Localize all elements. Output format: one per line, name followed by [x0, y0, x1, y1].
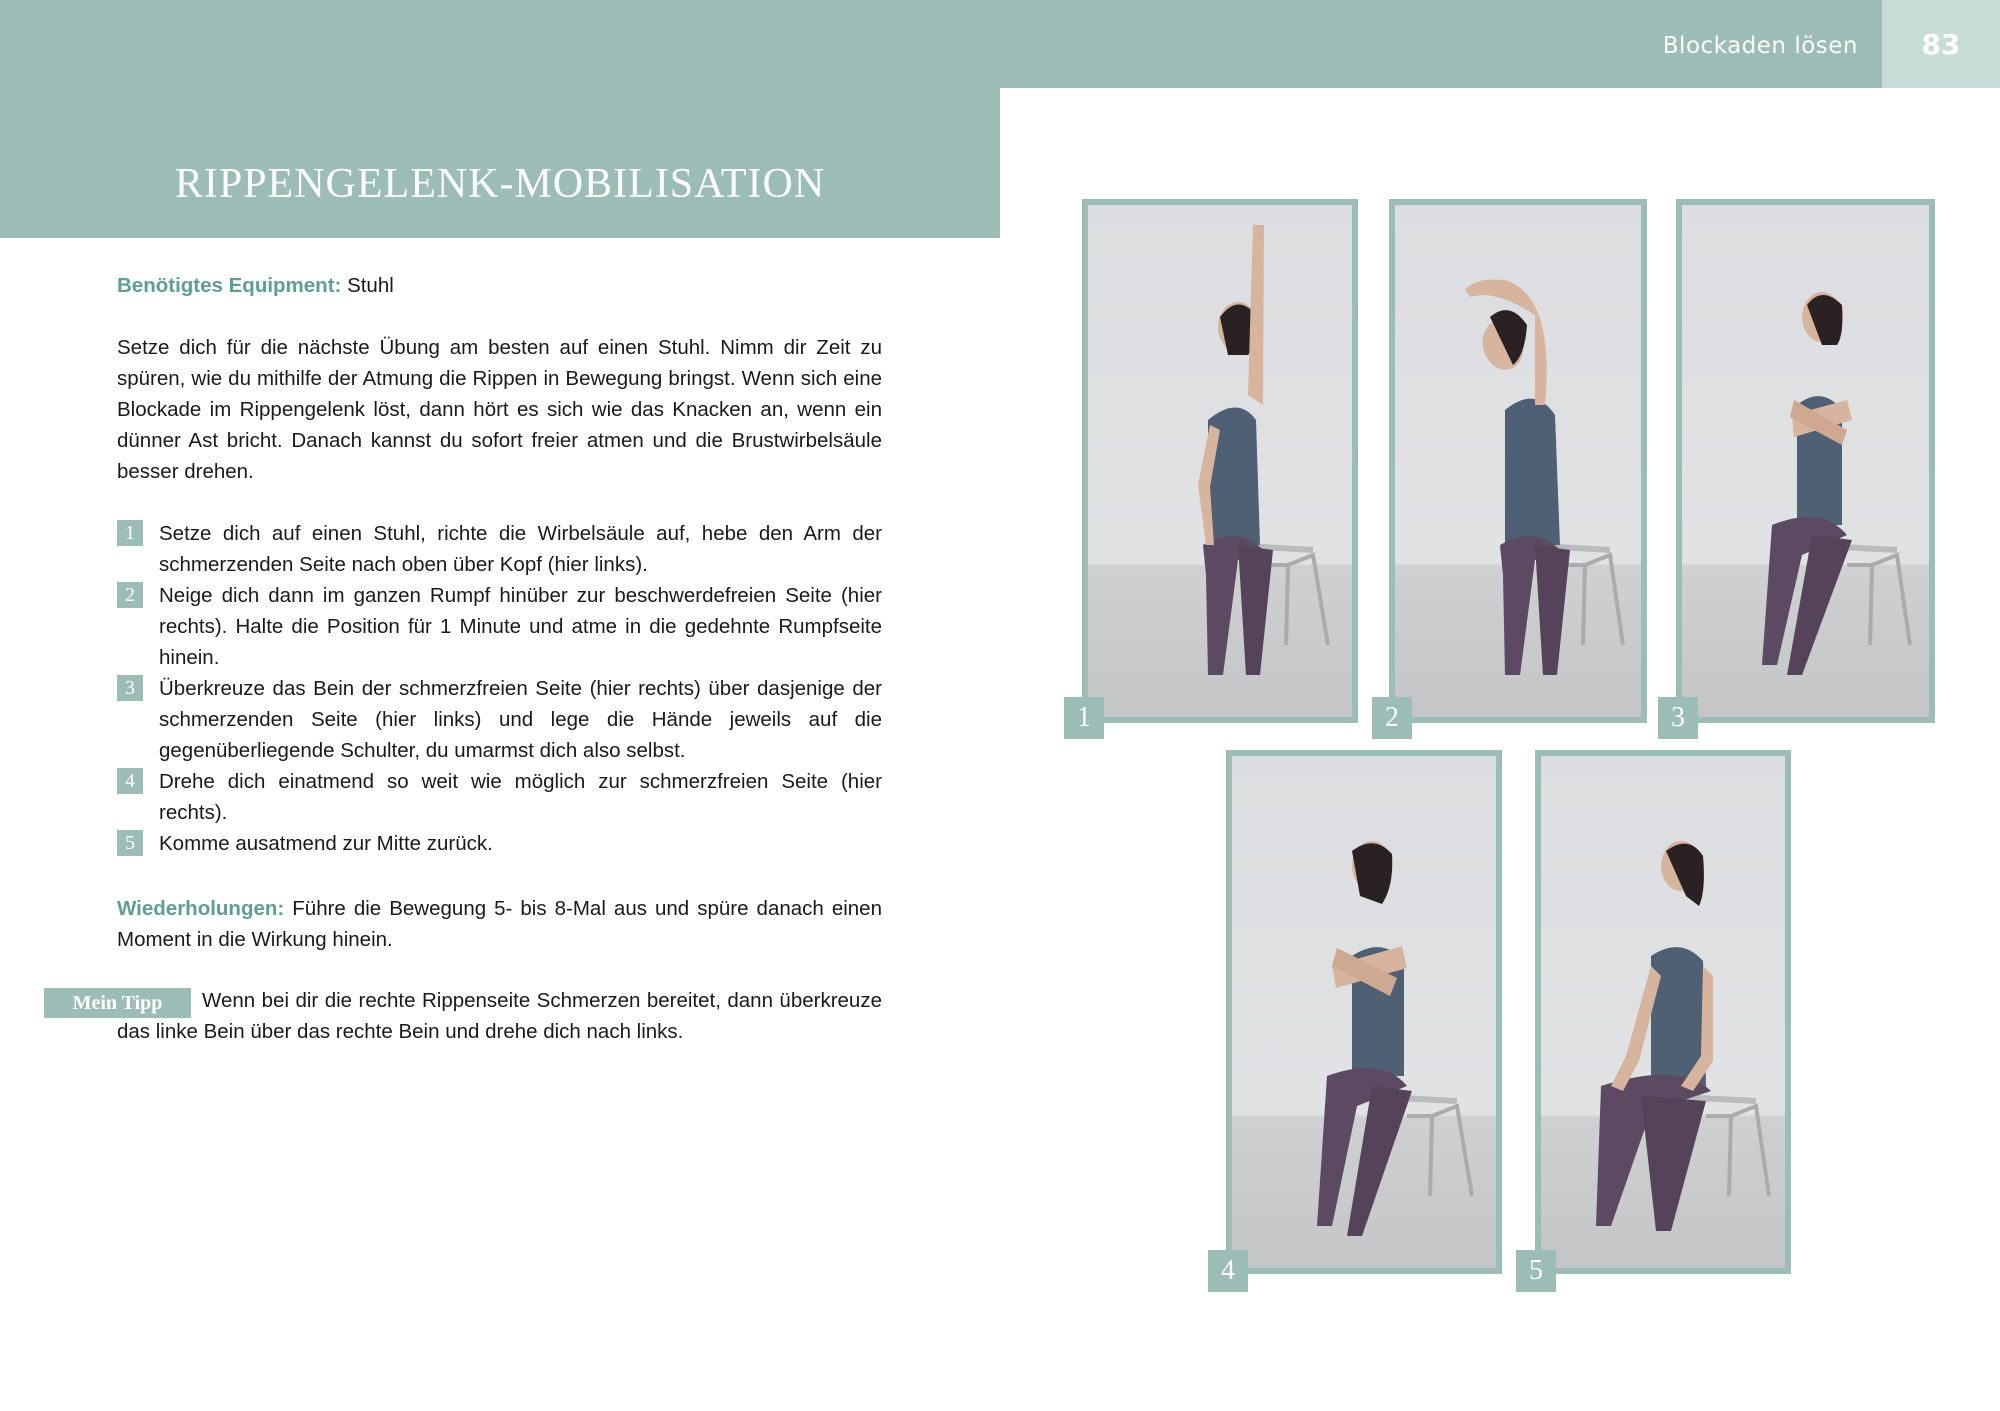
- tip-paragraph: [117, 985, 882, 1047]
- exercise-photo-5: [1535, 750, 1791, 1274]
- tip-badge: Mein Tipp: [44, 988, 191, 1018]
- step-number: 3: [117, 675, 143, 701]
- step-text: Neige dich dann im ganzen Rumpf hinüber zur beschwerdefreien Seite (hier rechts). Halte die Position für 1 Minute und atme in die gedehnte Rumpfseite hinein.: [159, 584, 882, 669]
- woman-seated-side-bend-illustration: [1395, 205, 1641, 717]
- repetitions-text: Führe die Bewegung 5- bis 8-Mal aus und spüre danach einen Moment in die Wirkung hinein.: [117, 897, 882, 951]
- intro-paragraph: [117, 332, 882, 487]
- intro-text: Setze dich für die nächste Übung am besten auf einen Stuhl. Nimm dir Zeit zu spüren, wie du mithilfe der Atmung die Rippen in Bewegung bringst. Wenn sich eine Blockade im Rippengelenk löst, dann hört es sich wie das Knacken an, wenn ein dünner Ast bricht. Danach kannst du sofort freier atmen und die Brustwirbelsäule besser drehen.: [117, 336, 882, 483]
- photo-number-5: 5: [1516, 1250, 1556, 1292]
- woman-seated-rotation-illustration: [1232, 756, 1496, 1268]
- step-item: [117, 828, 882, 859]
- exercise-photo-4: [1226, 750, 1502, 1274]
- page-title: RIPPENGELENK-MOBILISATION: [174, 161, 826, 207]
- step-text: Drehe dich einatmend so weit wie möglich zur schmerzfreien Seite (hier rechts).: [159, 770, 882, 824]
- exercise-photo-1: [1082, 199, 1358, 723]
- step-item: [117, 580, 882, 673]
- tip-text: Wenn bei dir die rechte Rippenseite Schmerzen bereitet, dann überkreuze das linke Bein über das rechte Bein und drehe dich nach links.: [117, 989, 882, 1043]
- photo-number-2: 2: [1372, 697, 1412, 739]
- step-number: 1: [117, 520, 143, 546]
- photo-number-1: 1: [1064, 697, 1104, 739]
- step-number: 2: [117, 582, 143, 608]
- step-number: 5: [117, 830, 143, 856]
- page-number: 83: [1882, 0, 2000, 88]
- repetitions-paragraph: [117, 893, 882, 955]
- running-head: Blockaden lösen: [1662, 33, 1858, 59]
- step-text: Komme ausatmend zur Mitte zurück.: [159, 832, 493, 855]
- equipment-value: Stuhl: [347, 274, 394, 297]
- repetitions-label: Wiederholungen:: [117, 897, 285, 920]
- equipment-label: Benötigtes Equipment:: [117, 274, 342, 297]
- exercise-photo-3: [1676, 199, 1935, 723]
- step-text: Setze dich auf einen Stuhl, richte die Wirbelsäule auf, hebe den Arm der schmerzenden Seite nach oben über Kopf (hier links).: [159, 522, 882, 576]
- header-band: [0, 0, 1882, 88]
- step-text: Überkreuze das Bein der schmerzfreien Seite (hier rechts) über dasjenige der schmerzenden Seite (hier links) und lege die Hände jeweils auf die gegenüberliegende Schulter, du umarmst dich also selbst.: [159, 677, 882, 762]
- photo-number-3: 3: [1658, 697, 1698, 739]
- step-number: 4: [117, 768, 143, 794]
- step-item: [117, 518, 882, 580]
- photo-number-4: 4: [1208, 1250, 1248, 1292]
- step-item: [117, 673, 882, 766]
- equipment-line: [117, 270, 882, 301]
- exercise-photo-2: [1389, 199, 1647, 723]
- woman-seated-center-illustration: [1541, 756, 1785, 1268]
- step-item: [117, 766, 882, 828]
- woman-seated-arm-raised-illustration: [1088, 205, 1352, 717]
- woman-seated-arms-crossed-illustration: [1682, 205, 1929, 717]
- step-list: [117, 518, 882, 859]
